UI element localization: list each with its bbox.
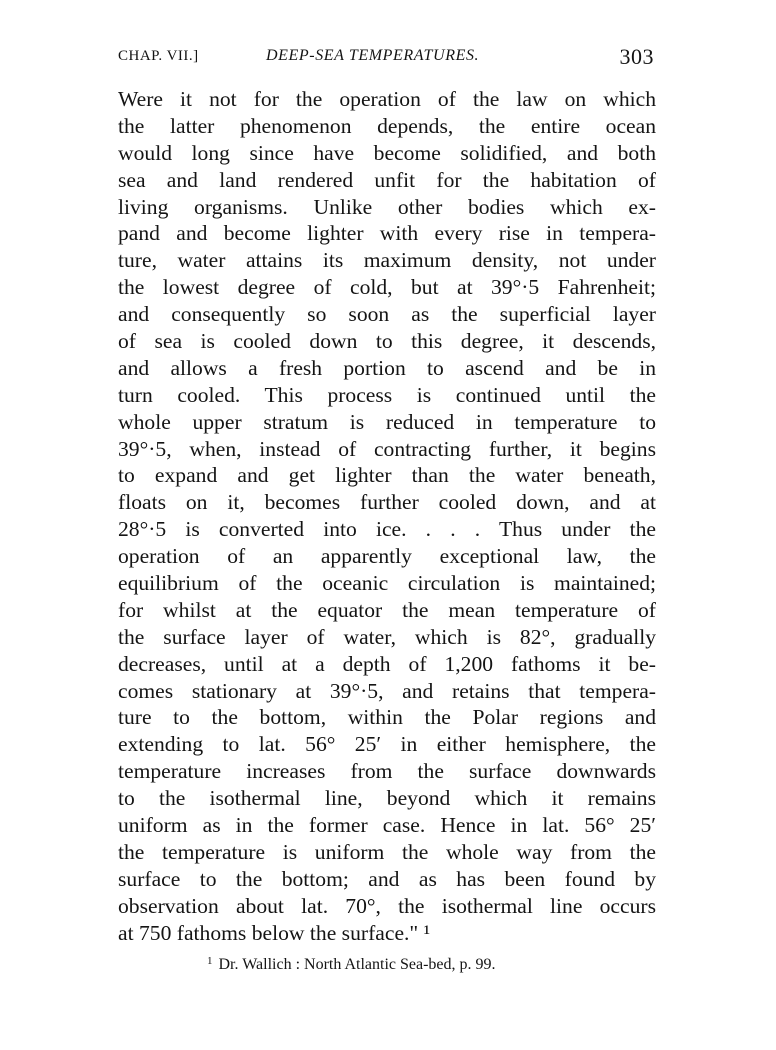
text-line: of sea is cooled down to this degree, it descends,: [118, 329, 656, 354]
text-line: living organisms. Unlike other bodies which ex-: [118, 194, 656, 219]
text-line: turn cooled. This process is continued until the: [118, 382, 656, 407]
text-line: would long since have become solidified, and both: [118, 140, 656, 165]
text-line: and consequently so soon as the superficial layer: [118, 302, 656, 327]
text-line: and allows a fresh portion to ascend and be in: [118, 355, 656, 380]
text-line: uniform as in the former case. Hence in lat. 56° 25′: [118, 813, 656, 838]
footnote-text: Dr. Wallich : North Atlantic Sea-bed, p. 99.: [218, 956, 496, 973]
text-line: 28°·5 is converted into ice. . . . Thus under the: [118, 517, 656, 542]
text-line: to the isothermal line, beyond which it remains: [118, 786, 656, 811]
text-line: surface to the bottom; and as has been found by: [118, 866, 656, 891]
running-title: DEEP-SEA TEMPERATURES.: [266, 47, 480, 64]
text-line: floats on it, becomes further cooled down, and at: [118, 490, 656, 515]
text-line: Were it not for the operation of the law on which: [118, 87, 656, 111]
text-line: temperature increases from the surface downwards: [118, 759, 656, 784]
text-line: extending to lat. 56° 25′ in either hemisphere, the: [118, 732, 656, 757]
footnote: [207, 955, 496, 974]
page-number: 303: [619, 44, 654, 69]
text-line: at 750 fathoms below the surface." ¹: [118, 920, 431, 945]
text-line: the lowest degree of cold, but at 39°·5 Fahrenheit;: [118, 275, 656, 300]
running-header: [118, 44, 656, 74]
text-line: the temperature is uniform the whole way from the: [118, 839, 656, 864]
text-line: the latter phenomenon depends, the entire ocean: [118, 113, 656, 138]
text-line: the surface layer of water, which is 82°, gradually: [118, 624, 656, 649]
footnote-marker: 1: [207, 955, 213, 967]
text-line: comes stationary at 39°·5, and retains that tempera-: [118, 678, 656, 703]
text-line: whole upper stratum is reduced in temperature to: [118, 409, 656, 434]
text-line: decreases, until at a depth of 1,200 fathoms it be-: [118, 651, 656, 676]
text-line: operation of an apparently exceptional law, the: [118, 544, 656, 569]
text-line: sea and land rendered unfit for the habitation of: [118, 167, 656, 192]
text-line: observation about lat. 70°, the isothermal line occurs: [118, 893, 656, 918]
text-line: ture, water attains its maximum density, not under: [118, 248, 656, 273]
body-text: [118, 86, 656, 947]
text-line: equilibrium of the oceanic circulation is maintained;: [118, 571, 656, 596]
text-line: to expand and get lighter than the water beneath,: [118, 463, 656, 488]
text-line: 39°·5, when, instead of contracting further, it begins: [118, 436, 656, 461]
text-line: for whilst at the equator the mean temperature of: [118, 597, 656, 622]
text-line: pand and become lighter with every rise in tempera-: [118, 221, 656, 246]
chapter-label: CHAP. VII.]: [118, 48, 199, 64]
text-line: ture to the bottom, within the Polar regions and: [118, 705, 656, 730]
